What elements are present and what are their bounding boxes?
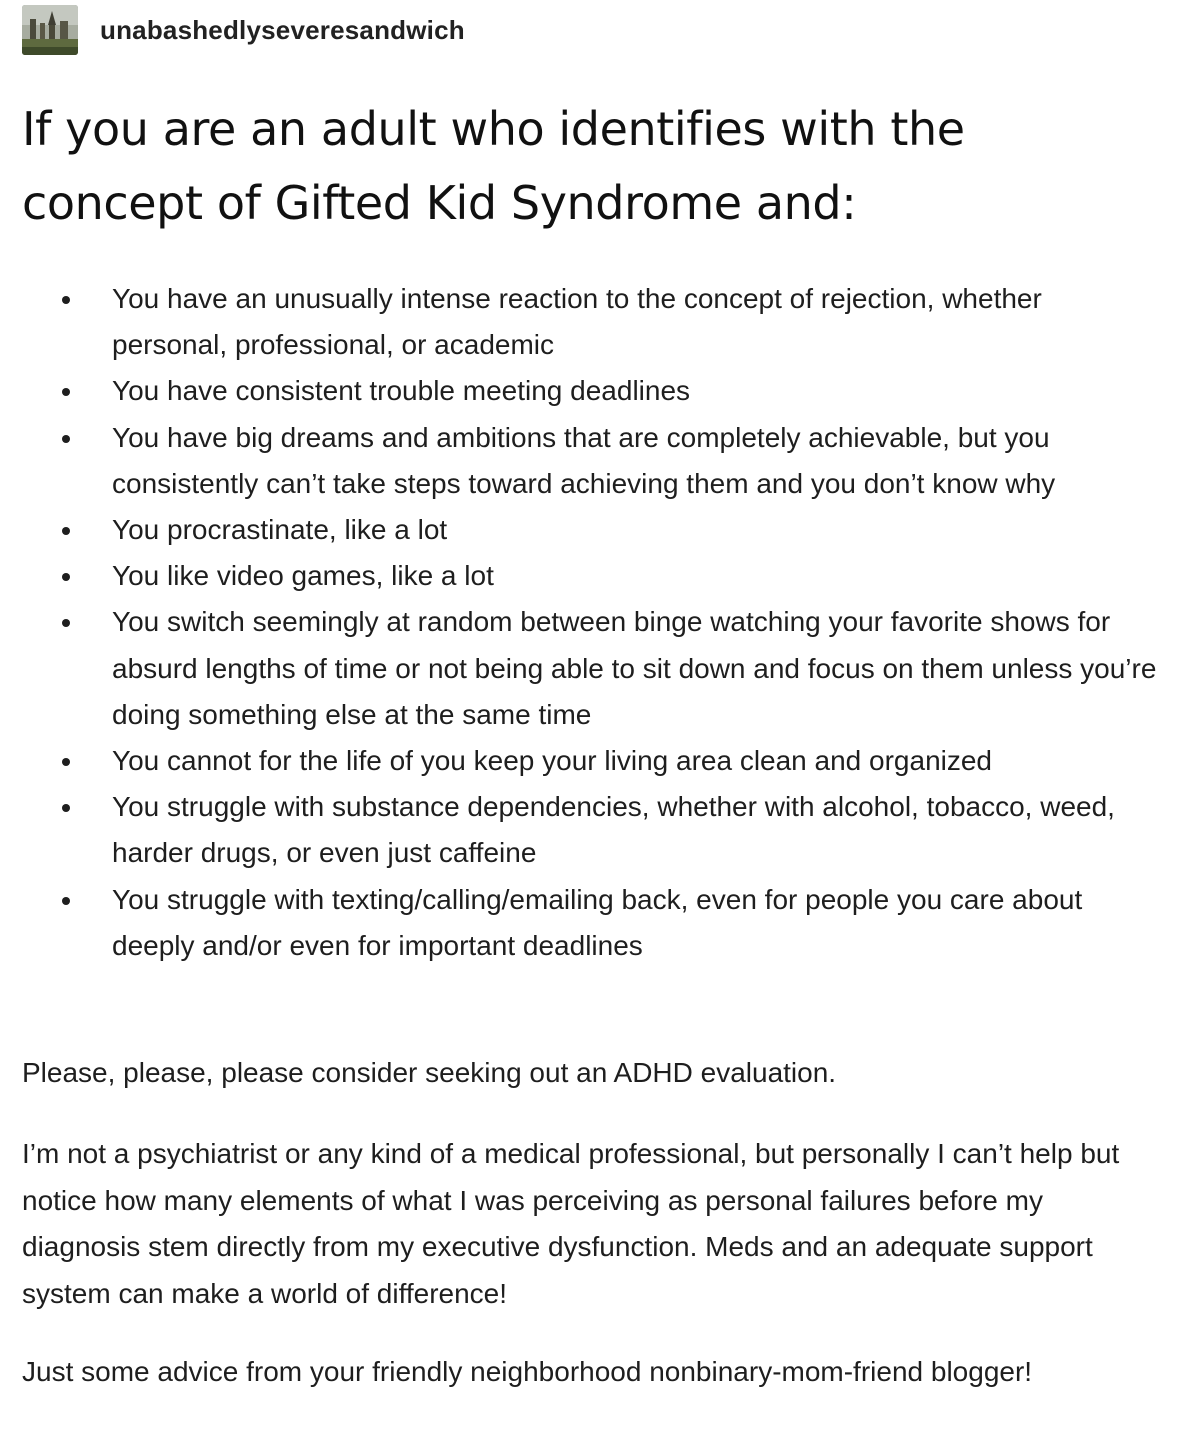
list-item-text: You cannot for the life of you keep your living area clean and organized xyxy=(112,745,993,777)
paragraph-evaluation: Please, please, please consider seeking out an ADHD evaluation. xyxy=(22,1057,837,1088)
paragraph-disclaimer: I’m not a psychiatrist or any kind of a medical professional, but personally I can’t help but notice how many elements of what I was perceiving as personal failures before my diagnosis stem directly from my executive dysfunction. Meds and an adequate support system can make a world of difference! xyxy=(22,1138,1120,1309)
bullet-dot-icon xyxy=(62,619,70,627)
list-item xyxy=(0,276,1160,368)
list-item xyxy=(0,415,1160,507)
list-item-text: You have big dreams and ambitions that are completely achievable, but you consistently can’t take steps toward achieving them and you don’t know why xyxy=(112,421,1056,499)
post-header xyxy=(22,4,465,56)
bullet-dot-icon xyxy=(62,435,70,443)
bullet-dot-icon xyxy=(62,804,70,812)
castle-landscape-icon xyxy=(22,5,78,55)
username-link[interactable]: unabashedlyseveresandwich xyxy=(100,14,465,45)
list-item xyxy=(0,599,1160,738)
list-item xyxy=(0,877,1160,969)
list-item-text: You struggle with texting/calling/emailing back, even for people you care about deeply and/or even for important deadlines xyxy=(112,883,1083,961)
bullet-dot-icon xyxy=(62,573,70,581)
post-title xyxy=(22,92,1142,240)
list-item-text: You like video games, like a lot xyxy=(112,560,494,592)
symptom-list xyxy=(0,276,1160,969)
bullet-dot-icon xyxy=(62,527,70,535)
title-line-1: If you are an adult who identifies with the xyxy=(22,102,965,156)
list-item xyxy=(0,368,1160,414)
list-item-text: You procrastinate, like a lot xyxy=(112,514,448,546)
bullet-dot-icon xyxy=(62,388,70,396)
title-line-2: concept of Gifted Kid Syndrome and: xyxy=(22,176,857,230)
list-item-text: You have an unusually intense reaction to the concept of rejection, whether personal, professional, or academic xyxy=(112,283,1042,361)
list-item xyxy=(0,738,1160,784)
paragraph-signoff: Just some advice from your friendly neighborhood nonbinary-mom-friend blogger! xyxy=(22,1356,1033,1387)
list-item xyxy=(0,507,1160,553)
list-item-text: You struggle with substance dependencies, whether with alcohol, tobacco, weed, harder drugs, or even just caffeine xyxy=(112,791,1115,869)
bullet-dot-icon xyxy=(62,897,70,905)
list-item xyxy=(0,553,1160,599)
bullet-dot-icon xyxy=(62,758,70,766)
list-item-text: You switch seemingly at random between binge watching your favorite shows for absurd lengths of time or not being able to sit down and focus on them unless you’re doing something else at the same time xyxy=(112,606,1157,730)
list-item-text: You have consistent trouble meeting deadlines xyxy=(112,375,691,407)
bullet-dot-icon xyxy=(62,296,70,304)
list-item xyxy=(0,784,1160,876)
avatar[interactable] xyxy=(22,5,78,55)
